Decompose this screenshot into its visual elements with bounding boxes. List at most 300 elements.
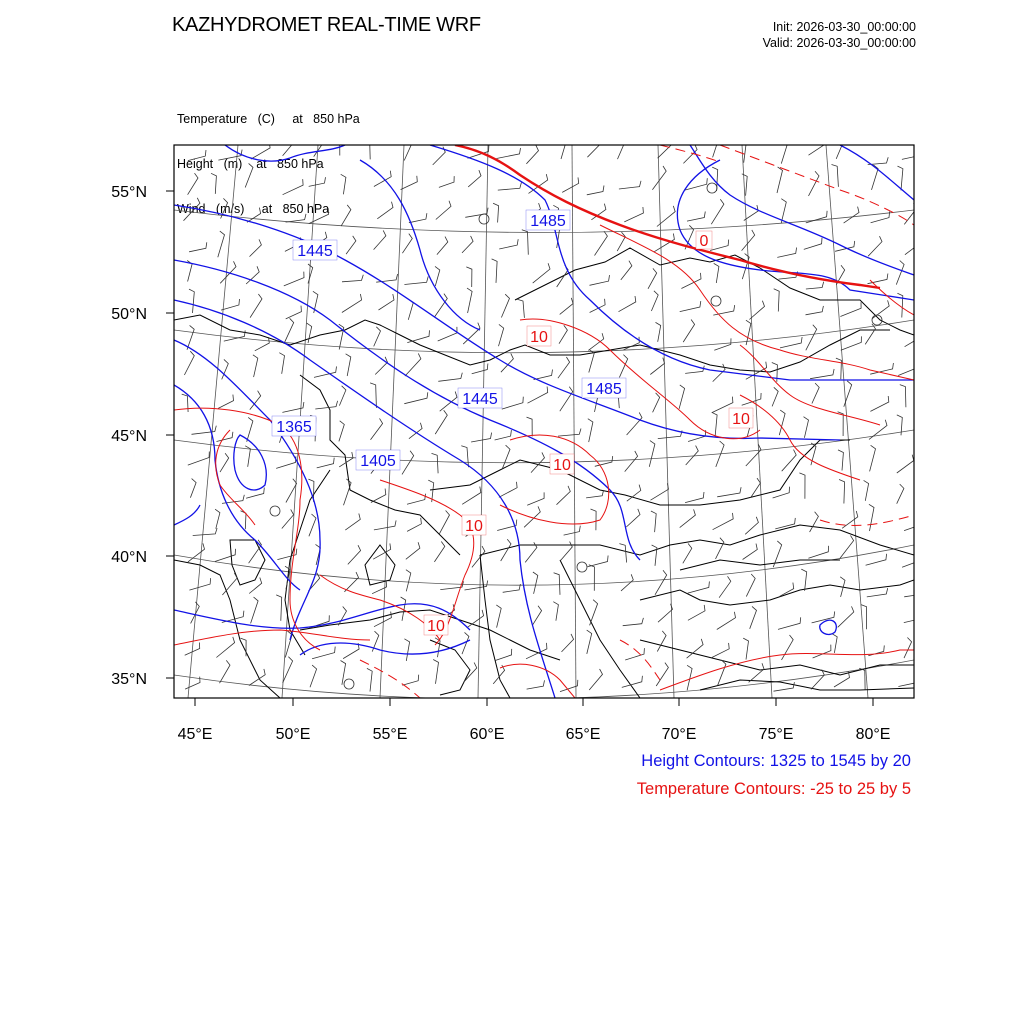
wind-barb [683, 320, 694, 343]
wind-barb [685, 492, 704, 503]
wind-barb [810, 512, 819, 532]
wind-barb [502, 397, 524, 409]
wind-barb [656, 322, 661, 341]
height-label: 1365 [276, 419, 312, 436]
wind-barb [522, 230, 529, 255]
height-label: 1485 [586, 381, 622, 398]
wind-barb [809, 139, 825, 155]
wind-barb [711, 199, 724, 224]
wind-barb [590, 600, 598, 626]
wind-barb [591, 509, 597, 530]
wind-barb [433, 660, 438, 684]
wind-barb [742, 230, 755, 251]
field-level: at 850 hPa [256, 157, 324, 171]
wind-barb [435, 410, 447, 434]
wind-barb [527, 680, 545, 689]
wind-barb [498, 183, 522, 191]
wind-barb [774, 682, 795, 691]
field-unit: (C) [257, 112, 275, 126]
wind-barb [467, 288, 472, 313]
wind-barb [188, 173, 198, 195]
wind-barb [409, 423, 422, 439]
field-name: Wind [177, 202, 206, 216]
height-label: 1445 [462, 391, 498, 408]
valid-time: Valid: 2026-03-30_00:00:00 [762, 36, 916, 50]
wind-barb [501, 353, 514, 372]
wind-barb [595, 231, 608, 255]
wind-barb [499, 239, 518, 249]
wind-barb [898, 363, 915, 376]
wind-barb [658, 604, 673, 623]
wind-barb [465, 208, 488, 218]
wind-barb [778, 617, 801, 629]
wind-barb [844, 207, 859, 224]
wind-barb [746, 574, 755, 597]
wind-barb [900, 385, 906, 408]
wind-barb [250, 239, 262, 256]
wind-barb [750, 606, 757, 628]
wind-barb [501, 539, 511, 561]
wind-barb [405, 353, 421, 376]
wind-barb [404, 140, 412, 161]
wind-barb [868, 236, 882, 256]
wind-barb [832, 634, 837, 653]
lat-label: 45°N [111, 428, 147, 445]
wind-barb [838, 606, 854, 627]
height-legend: Height Contours: 1325 to 1545 by 20 [641, 752, 911, 770]
wind-barb [437, 237, 448, 255]
wind-barb [286, 306, 302, 319]
wind-barb [533, 572, 538, 594]
wind-barb [749, 663, 764, 682]
wind-barb [712, 643, 729, 658]
wind-barb [462, 487, 481, 505]
wind-barb [406, 570, 411, 592]
wind-barb [276, 595, 282, 621]
wind-barb [838, 412, 844, 436]
wind-barb [345, 514, 360, 531]
wind-barb [904, 517, 927, 531]
wind-barb [341, 205, 351, 226]
wind-barb [713, 137, 718, 157]
wind-barb [218, 395, 233, 409]
temperature-label: 10 [732, 411, 750, 428]
lon-label: 75°E [758, 726, 794, 743]
wind-barb [742, 393, 761, 405]
wind-barb [589, 565, 595, 591]
wind-barb [811, 670, 824, 690]
wind-barb [587, 630, 592, 654]
wind-barb [342, 294, 362, 313]
wind-barb [524, 506, 540, 527]
wind-barb [371, 489, 386, 503]
wind-barb [211, 173, 216, 194]
wind-barb [867, 588, 888, 597]
wind-barb [189, 578, 210, 590]
temperature-label: 10 [465, 518, 483, 535]
lon-label: 80°E [855, 726, 891, 743]
wind-barb [534, 370, 553, 380]
wind-barb [462, 236, 473, 253]
wind-barb [904, 203, 916, 224]
wind-barb [684, 178, 707, 190]
field-unit: (m) [223, 157, 243, 171]
wind-barb [374, 327, 381, 347]
wind-barb [779, 410, 785, 435]
wind-barb [686, 446, 699, 465]
wind-barb [404, 277, 428, 285]
wind-barb [309, 208, 329, 223]
latitude-labels [111, 184, 147, 688]
wind-barb [650, 358, 664, 375]
wind-barb [501, 294, 509, 317]
lat-label: 50°N [111, 306, 147, 323]
wind-barb [279, 353, 284, 374]
wind-barb [902, 554, 922, 567]
wind-barb [553, 602, 558, 621]
wind-barb [652, 545, 657, 566]
wind-barb [743, 544, 758, 560]
calm-wind-markers [270, 183, 882, 689]
longitude-labels [178, 726, 891, 743]
wind-barb [406, 542, 420, 559]
wind-barb [649, 441, 655, 467]
wind-barb [339, 421, 344, 442]
height-label: 1485 [530, 213, 566, 230]
wind-barb [533, 263, 550, 283]
wind-barb [503, 445, 511, 468]
wind-barb [438, 327, 457, 341]
wind-barb [310, 665, 317, 687]
wind-barb [255, 337, 269, 351]
wind-barb [782, 635, 794, 660]
wind-barb [557, 486, 571, 505]
wind-barb [648, 268, 657, 288]
temperature-label: 0 [699, 233, 709, 250]
wind-barb [343, 643, 359, 659]
temperature-label: 10 [553, 457, 571, 474]
wind-barb [657, 631, 666, 652]
temperature-label: 10 [530, 329, 548, 346]
wind-barb [334, 130, 340, 156]
wind-barb [402, 675, 418, 686]
wind-barb [777, 167, 783, 193]
wind-barb [804, 417, 809, 438]
wind-barb [806, 282, 824, 289]
wind-barb [840, 535, 854, 558]
wind-barb [781, 199, 786, 224]
wind-barb [799, 473, 805, 499]
wind-barb [407, 518, 421, 532]
wind-barb [250, 391, 261, 410]
wind-barb [836, 358, 842, 379]
wind-barb [339, 386, 346, 406]
wind-barb [187, 325, 194, 349]
wind-barb [835, 241, 855, 251]
height-label: 1445 [297, 243, 333, 260]
wind-barb [869, 504, 874, 531]
wind-barb [832, 165, 839, 187]
wind-barb [812, 611, 835, 623]
wind-barb [710, 240, 729, 251]
wind-barb [499, 324, 504, 346]
lon-label: 45°E [177, 726, 213, 743]
lon-label: 55°E [372, 726, 408, 743]
wind-barb [772, 387, 778, 406]
wind-barb [377, 202, 393, 219]
wind-barb [533, 606, 542, 625]
wind-barb [896, 261, 904, 285]
wind-barb [435, 266, 440, 286]
wind-barb [806, 306, 824, 315]
lon-label: 60°E [469, 726, 505, 743]
temperature-contour-labels [424, 231, 753, 635]
lat-label: 40°N [111, 549, 147, 566]
wind-barb [184, 351, 194, 375]
wind-barb [688, 581, 710, 593]
wind-barb [859, 668, 865, 689]
wind-barb [806, 325, 817, 351]
wind-barb [624, 207, 643, 222]
wind-barb [781, 140, 787, 164]
wind-barb [745, 517, 758, 535]
wind-barb [679, 385, 685, 409]
wind-barb [338, 607, 346, 626]
wind-barb [590, 299, 606, 313]
field-level: at 850 hPa [261, 202, 330, 216]
wind-barb [716, 538, 724, 559]
wind-barb [189, 289, 194, 313]
wind-barb [587, 140, 599, 157]
wind-barb [492, 259, 498, 283]
wind-barb [619, 181, 641, 189]
temperature-legend: Temperature Contours: -25 to 25 by 5 [636, 780, 911, 798]
wind-barb [743, 638, 748, 660]
wind-barb [813, 645, 831, 658]
wind-barb [404, 639, 409, 661]
wind-barb [496, 605, 501, 628]
wind-barb [193, 528, 217, 535]
wind-barb [717, 487, 741, 497]
wind-barb [517, 299, 524, 318]
wind-barb [870, 445, 876, 471]
wind-barb [284, 272, 304, 286]
wind-barb [472, 364, 488, 374]
wind-barb [780, 337, 802, 348]
wind-barb [623, 618, 644, 626]
wind-barb [249, 540, 262, 563]
wind-barb [804, 238, 822, 250]
wind-barb [717, 612, 736, 630]
wind-barb [402, 451, 414, 475]
wind-barb [471, 433, 492, 442]
wind-barb [346, 354, 351, 376]
wind-barb [434, 542, 444, 562]
wind-barb [651, 291, 658, 311]
wind-barb [528, 387, 548, 404]
wind-barb [626, 509, 640, 527]
wind-barb [215, 509, 220, 529]
wind-barb [653, 393, 660, 412]
wind-barb [374, 520, 396, 530]
wind-barb [688, 605, 705, 620]
wind-barb [251, 597, 259, 623]
wind-barb [216, 637, 234, 658]
height-label: 1405 [360, 453, 396, 470]
wind-barb [401, 176, 418, 190]
wind-barb [658, 139, 672, 158]
wind-barb [870, 396, 888, 411]
wind-barb [526, 145, 538, 164]
wind-barb [897, 484, 904, 504]
wind-barb [562, 177, 579, 192]
wind-barb [218, 150, 242, 161]
temperature-label: 10 [427, 618, 445, 635]
wind-barb [283, 179, 304, 195]
wind-barb [461, 446, 468, 467]
wind-barb [190, 479, 196, 498]
wind-barb [655, 570, 667, 595]
wind-barb [379, 294, 395, 310]
wind-barb [656, 663, 668, 686]
wind-barb [247, 417, 253, 441]
wind-barb [680, 301, 701, 312]
wind-barb [497, 148, 521, 159]
field-name: Height [177, 157, 214, 171]
wind-barb [499, 482, 517, 498]
wind-barb [215, 549, 236, 562]
wind-barb [247, 208, 261, 223]
wind-barb [558, 429, 581, 437]
wind-barb [560, 298, 573, 315]
wind-barb [188, 452, 210, 466]
wind-barb [718, 660, 726, 685]
wind-barb [438, 373, 462, 382]
wind-barb [189, 242, 207, 252]
wind-barb [560, 680, 578, 692]
wind-barb [309, 514, 316, 536]
wind-barb [436, 201, 451, 220]
wind-barb [409, 213, 427, 223]
lon-label: 70°E [661, 726, 697, 743]
wind-barb [371, 418, 383, 439]
wind-barb [253, 355, 258, 377]
field-level: at 850 hPa [292, 112, 360, 126]
wind-barb [554, 573, 560, 595]
wind-barb [839, 480, 845, 504]
wind-barb [218, 231, 225, 257]
wind-barb [838, 450, 843, 471]
wind-barb [782, 450, 797, 472]
wind-barb [619, 544, 626, 563]
wind-barb [712, 412, 717, 436]
wind-barb [621, 261, 632, 280]
wind-barb [402, 234, 412, 254]
wind-barb [651, 483, 669, 500]
wind-barb [404, 392, 428, 403]
wind-barb [364, 140, 370, 160]
wind-barb [374, 612, 391, 627]
wind-barb [713, 513, 734, 530]
wind-barb [222, 573, 237, 595]
wind-barb [307, 323, 312, 343]
wind-barb [564, 526, 581, 535]
wind-barb [751, 478, 761, 498]
wind-barb [286, 214, 306, 222]
wind-barb [344, 479, 352, 505]
wind-barb [719, 576, 731, 597]
wind-barb [681, 273, 701, 289]
wind-barb [618, 136, 626, 160]
wind-barb [777, 248, 796, 258]
wind-barb [317, 458, 335, 468]
wind-barb [276, 456, 296, 468]
wind-barb [897, 455, 914, 473]
wind-barb [526, 643, 547, 659]
init-time: Init: 2026-03-30_00:00:00 [772, 20, 916, 34]
wind-barb [527, 492, 544, 505]
wind-barb [562, 634, 574, 652]
wind-barb [561, 135, 567, 159]
wind-barb [496, 649, 512, 661]
wind-barb [687, 665, 692, 690]
wind-barb [346, 236, 356, 254]
wind-barb [495, 430, 512, 440]
lat-label: 55°N [111, 184, 147, 201]
lon-label: 65°E [565, 726, 601, 743]
wind-barb [774, 289, 780, 312]
wind-barb [810, 369, 834, 379]
wind-barb [864, 480, 869, 500]
wind-barb [188, 150, 206, 161]
wind-barb [314, 135, 325, 156]
wind-barb [559, 325, 567, 343]
wind-barb [468, 170, 481, 187]
wind-barb [590, 275, 610, 285]
wind-barb [466, 267, 472, 287]
field-name: Temperature [177, 112, 248, 126]
wind-barb [246, 266, 259, 284]
wind-barb [683, 544, 692, 564]
wind-barb [586, 490, 604, 498]
wind-barb [868, 274, 888, 284]
wind-barb [801, 569, 806, 591]
wind-barb [808, 546, 828, 558]
wind-barb [440, 392, 457, 412]
lon-label: 50°E [275, 726, 311, 743]
wind-barb [840, 302, 861, 316]
wind-barb [714, 263, 719, 283]
wind-barb [250, 294, 262, 318]
wind-barb [344, 572, 358, 592]
wind-barb [527, 417, 533, 436]
wind-barb [367, 668, 372, 691]
wind-barb [560, 542, 572, 561]
wind-barb [374, 230, 386, 249]
wind-barb [812, 383, 819, 403]
field-unit: (m/s) [215, 202, 245, 216]
map-title: KAZHYDROMET REAL-TIME WRF [172, 14, 481, 36]
wind-barb [220, 453, 229, 472]
wind-barb [866, 554, 887, 565]
wind-barb [809, 171, 820, 196]
wind-barb [558, 357, 570, 378]
wind-barb [439, 176, 454, 187]
wind-barb [284, 318, 294, 344]
wind-barb [439, 511, 449, 534]
wind-barb [651, 511, 656, 532]
wind-barb [309, 177, 326, 186]
